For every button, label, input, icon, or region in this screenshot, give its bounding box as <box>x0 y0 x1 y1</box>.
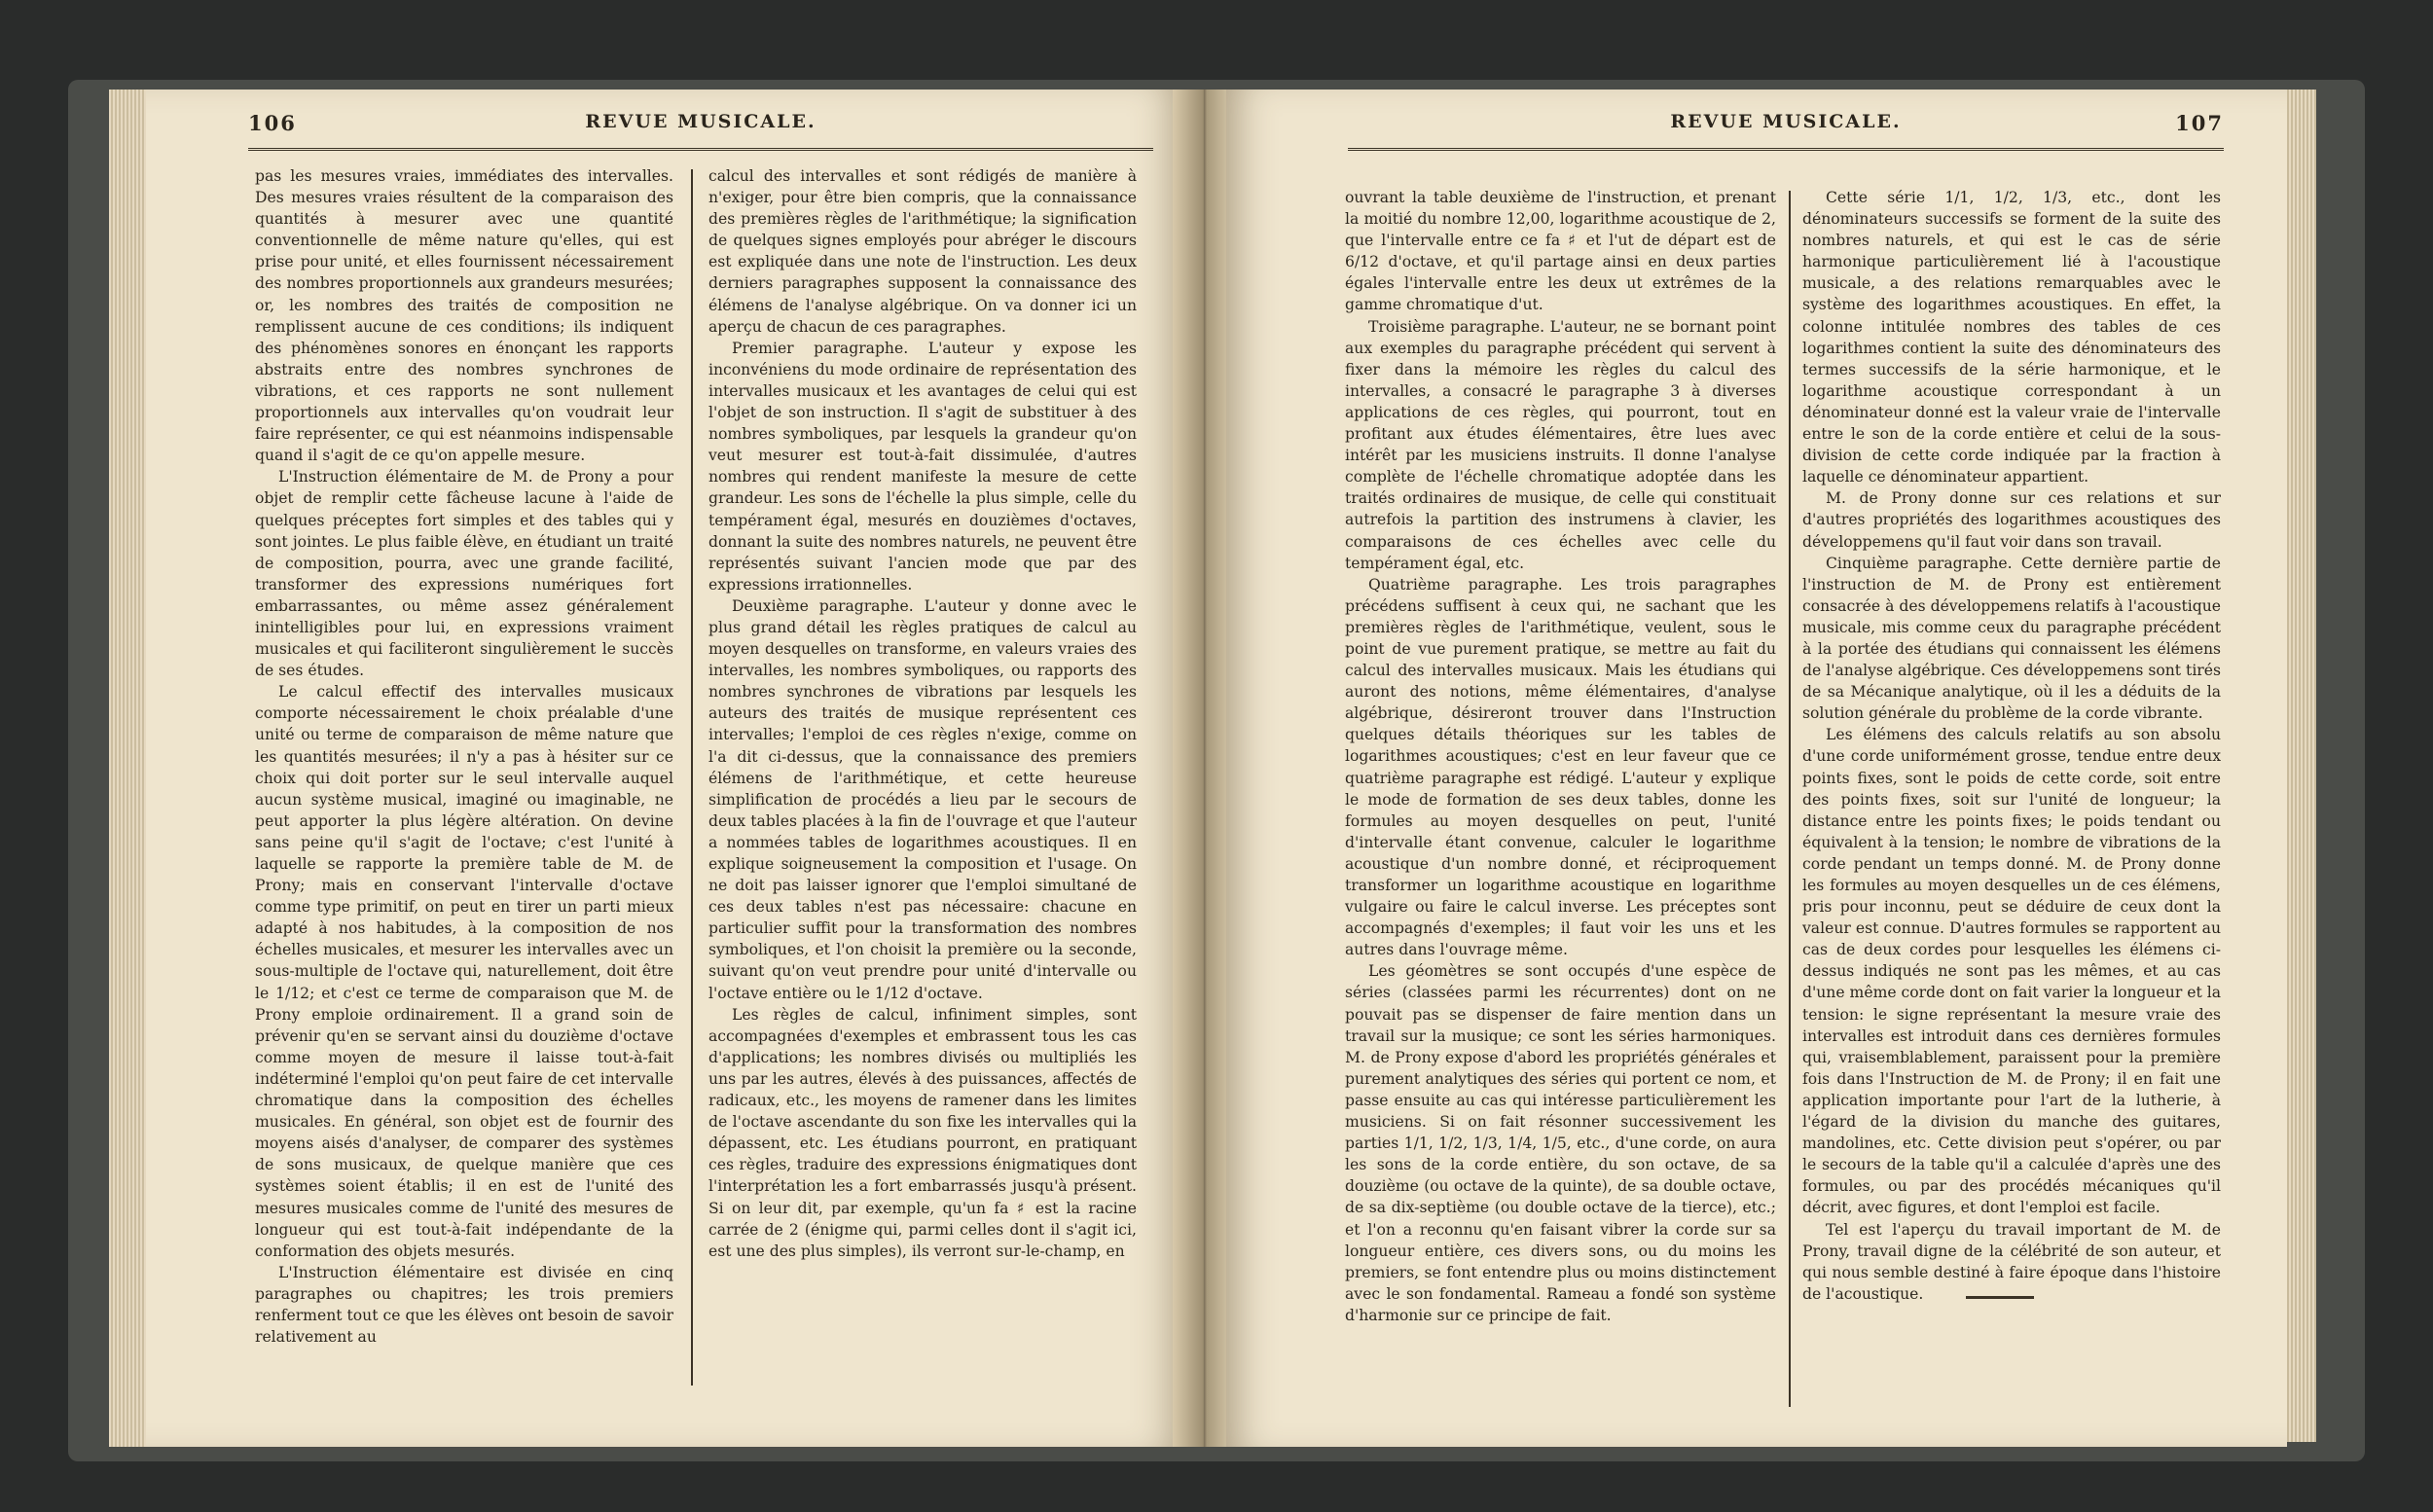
paragraph: ouvrant la table deuxième de l'instruction, et prenant la moitié du nombre 12,00, logarithme acoustique de 2, que l'intervalle entre ce fa ♯ et l'ut de départ est de 6/12 d'octave, et qu'il partage ainsi en deux parties égales l'intervalle entre les deux ut extrêmes de la gamme chromatique d'ut. <box>1345 189 1776 314</box>
paragraph: L'Instruction élémentaire de M. de Prony a pour objet de remplir cette fâcheuse lacune à l'aide de quelques préceptes fort simples et des tables qui y sont jointes. Le plus faible élève, en étudiant un traité de composition, pourra, avec une grande facilité, transformer des expressions numériques fort embarrassantes, ou même assez généralement inintelligibles pour lui, en expressions vraiment musicales et qui faciliteront singulièrement le succès de ses études. <box>255 468 673 680</box>
running-title: REVUE MUSICALE. <box>1670 111 1902 132</box>
left-page <box>146 90 1182 1447</box>
paragraph: Quatrième paragraphe. Les trois paragraphes précédens suffisent à ceux qui, ne sachant que les premières règles de l'arithmétique, veulent, sous le point de vue purement pratique, se mettre au fait du calcul des intervalles musicaux. Mais les étudians qui auront des notions, même élémentaires, d'analyse algébrique, désireront trouver dans l'Instruction quelques détails théoriques sur les tables de logarithmes acoustiques; c'est en leur faveur que ce quatrième paragraphe est rédigé. L'auteur y explique le mode de formation de ses deux tables, donne les formules au moyen desquelles on peut, l'unité d'intervalle étant convenue, calculer le logarithme acoustique d'un nombre donné, et réciproquement transformer un logarithme acoustique en logarithme vulgaire ou faire le calcul inverse. Les préceptes sont accompagnés d'exemples; il faut voir les uns et les autres dans l'ouvrage même. <box>1345 575 1776 959</box>
paragraph: L'Instruction élémentaire est divisée en cinq paragraphes ou chapitres; les trois premiers renferment tout ce que les élèves ont besoin de savoir relativement au <box>255 1263 673 1347</box>
column-rule <box>1789 191 1791 1407</box>
paragraph: pas les mesures vraies, immédiates des intervalles. Des mesures vraies résultent de la comparaison des quantités à mesurer avec une quantité conventionnelle de même nature qu'elles, qui est prise pour unité, et elles fournissent nécessairement des nombres proportionnels aux grandeurs mesurées; or, les nombres des traités de composition ne remplissent aucune de ces conditions; ils indiquent des phénomènes sonores en énonçant les rapports abstraits entre des nombres synchrones de vibrations, et ces rapports ne sont nullement proportionnels aux intervalles qu'on voudrait leur faire représenter, ce qui est néanmoins indispensable quand il s'agit de ce qu'on appelle mesure. <box>255 167 673 465</box>
header-rule <box>1348 148 2224 151</box>
page-number: 107 <box>2175 111 2224 135</box>
page-number: 106 <box>248 111 297 135</box>
column-rule <box>691 169 693 1386</box>
paragraph: M. de Prony donne sur ces relations et sur d'autres propriétés des logarithmes acoustiques des développemens qu'il faut voir dans son travail. <box>1802 489 2221 551</box>
right-page <box>1226 90 2287 1447</box>
paragraph: Les géomètres se sont occupés d'une espèce de séries (classées parmi les récurrentes) dont on ne pouvait pas se dispenser de faire mention dans un travail sur la musique; ce sont les séries harmoniques. M. de Prony expose d'abord les propriétés générales et purement analytiques des séries qui portent ce nom, et passe ensuite au cas qui intéresse particulièrement les musiciens. Si on fait résonner successivement les parties 1/1, 1/2, 1/3, 1/4, 1/5, etc., d'une corde, on aura les sons de la corde entière, du son octave, de sa douzième (ou octave de la quinte), de sa double octave, de sa dix-septième (ou double octave de la tierce), etc.; et l'on a reconnu qu'en faisant vibrer la corde sur sa longueur entière, ces divers sons, ou du moins les premiers, se font entendre plus ou moins distinctement avec le son fondamental. Rameau a fondé son système d'harmonie sur ce principe de fait. <box>1345 962 1776 1324</box>
paragraph: Les élémens des calculs relatifs au son absolu d'une corde uniformément grosse, tendue entre deux points fixes, sont le poids de cette corde, soit entre des points fixes, soit sur l'unité de longueur; la distance entre les points fixes; le poids tendant ou équivalent à la tension; le nombre de vibrations de la corde pendant un temps donné. M. de Prony donne les formules au moyen desquelles un de ces élémens, pris pour inconnu, peut se déduire de ceux dont la valeur est connue. D'autres formules se rapportent au cas de deux cordes pour lesquelles les élémens ci-dessus indiqués ne sont pas les mêmes, et au cas d'une même corde dont on fait varier la longueur et la tension: le signe représentant la mesure vraie des intervalles est introduit dans ces dernières formules qui, vraisemblablement, paraissent pour la première fois dans l'Instruction de M. de Prony; il en fait une application importante pour l'art de la lutherie, à l'égard de la division du manche des guitares, mandolines, etc. Cette division peut s'opérer, ou par le secours de la table qu'il a calculée d'après une des formules, ou par des procédés mécaniques qu'il décrit, avec figures, et dont l'emploi est facile. <box>1802 726 2221 1217</box>
right-page-header <box>1348 111 2224 140</box>
running-title: REVUE MUSICALE. <box>585 111 817 132</box>
paragraph: Troisième paragraphe. L'auteur, ne se bornant point aux exemples du paragraphe précédent qui servent à fixer dans la mémoire les règles du calcul des intervalles, a consacré le paragraphe 3 à diverses applications de ces règles, qui pourront, tout en profitant aux études élémentaires, être lues avec intérêt par les musiciens instruits. Il donne l'analyse complète de l'échelle chromatique adoptée dans les traités ordinaires de musique, de celle qui constituait autrefois la partition des instrumens à clavier, les comparaisons de ces échelles avec celle du tempérament égal, etc. <box>1345 317 1776 572</box>
paragraph: Premier paragraphe. L'auteur y expose les inconvéniens du mode ordinaire de représentation des intervalles musicaux et les avantages de celui qui est l'objet de son instruction. Il s'agit de substituer à des nombres symboliques, par lesquels la grandeur qu'on veut mesurer est tout-à-fait dissimulée, d'autres nombres qui rendent manifeste la mesure de cette grandeur. Les sons de l'échelle la plus simple, celle du tempérament égal, mesurés en douzièmes d'octaves, donnant la suite des nombres naturels, ne peuvent être représentés suivant l'ancien mode que par des expressions irrationnelles. <box>708 339 1137 594</box>
text-column-1 <box>1345 187 1776 1326</box>
paragraph: Le calcul effectif des intervalles musicaux comporte nécessairement le choix préalable d'une unité ou terme de comparaison de même nature que les quantités mesurées; il n'y a pas à hésiter sur ce choix qui doit porter sur le seul intervalle auquel aucun système musical, imaginé ou imaginable, ne peut apporter la plus légère altération. On devine sans peine qu'il s'agit de l'octave; c'est l'unité à laquelle se rapporte la première table de M. de Prony; mais en conservant l'intervalle d'octave comme type primitif, on peut en tirer un parti mieux adapté à nos habitudes, à la composition de nos échelles musicales, et mesurer les intervalles avec un sous-multiple de l'octave qui, naturellement, doit être le 1/12; et c'est ce terme de comparaison que M. de Prony emploie ordinairement. Il a grand soin de prévenir qu'en se servant ainsi du douzième d'octave comme moyen de mesure il laisse tout-à-fait indéterminé l'emploi qu'on peut faire de cet intervalle chromatique dans la composition des échelles musicales. En général, son objet est de fournir des moyens aisés d'analyser, de comparer des systèmes de sons musicaux, de quelque manière que ces systèmes soient établis; il en est de l'unité des mesures musicales comme de l'unité des mesures de longueur qui est tout-à-fait indépendante de la conformation des objets mesurés. <box>255 683 673 1260</box>
paragraph: Deuxième paragraphe. L'auteur y donne avec le plus grand détail les règles pratiques de calcul au moyen desquelles on transforme, en valeurs vraies des intervalles, les nombres symboliques, ou rapports des nombres synchrones de vibrations par lesquels les auteurs des traités de musique représentent ces intervalles; l'emploi de ces règles n'exige, comme on l'a dit ci-dessus, que la connaissance des premiers élémens de l'arithmétique, et cette heureuse simplification de procédés a lieu par le secours de deux tables placées à la fin de l'ouvrage et que l'auteur a nommées tables de logarithmes acoustiques. Il en explique soigneusement la composition et l'usage. On ne doit pas laisser ignorer que l'emploi simultané de ces deux tables n'est pas nécessaire: chacune en particulier suffit pour la transformation des nombres symboliques, et l'on choisit la première ou la seconde, suivant qu'on veut prendre pour unité d'intervalle ou l'octave entière ou le 1/12 d'octave. <box>708 596 1137 1002</box>
left-page-header <box>248 111 1153 140</box>
closing-rule <box>1966 1296 2034 1299</box>
header-rule <box>248 148 1153 151</box>
paragraph: Cinquième paragraphe. Cette dernière partie de l'instruction de M. de Prony est entièrement consacrée à des développemens relatifs à l'acoustique musicale, mis comme ceux du paragraphe précédent à la portée des étudians qui connaissent les élémens de l'analyse algébrique. Ces développemens sont tirés de sa Mécanique analytique, où il les a déduits de la solution générale du problème de la corde vibrante. <box>1802 554 2221 723</box>
paragraph: Tel est l'aperçu du travail important de M. de Prony, travail digne de la célébrité de son auteur, et qui nous semble destiné à faire époque dans l'histoire de l'acoustique. <box>1802 1220 2221 1303</box>
text-column-2 <box>1802 187 2221 1305</box>
text-column-2 <box>708 165 1137 1262</box>
paragraph: calcul des intervalles et sont rédigés de manière à n'exiger, pour être bien compris, que la connaissance des premières règles de l'arithmétique; la signification de quelques signes employés pour abréger le discours est expliquée dans une note de l'instruction. Les deux derniers paragraphes supposent la connaissance des élémens de l'analyse algébrique. On va donner ici un aperçu de chacun de ces paragraphes. <box>708 167 1137 336</box>
paragraph: Les règles de calcul, infiniment simples, sont accompagnées d'exemples et embrassent tous les cas d'applications; les nombres divisés ou multipliés les uns par les autres, élevés à des puissances, affectés de radicaux, etc., les moyens de ramener dans les limites de l'octave ascendante du son fixe les intervalles qui la dépassent, etc. Les étudians pourront, en pratiquant ces règles, traduire des expressions énigmatiques dont l'interprétation les a fort embarrassés jusqu'à présent. Si on leur dit, par exemple, qu'un fa ♯ est la racine carrée de 2 (énigme qui, parmi celles dont il s'agit ici, est une des plus simples), ils verront sur-le-champ, en <box>708 1005 1137 1260</box>
text-column-1 <box>255 165 673 1348</box>
paragraph: Cette série 1/1, 1/2, 1/3, etc., dont les dénominateurs successifs se forment de la suite des nombres naturels, et qui est le cas de série harmonique particulièrement lié à l'acoustique musicale, a des relations remarquables avec le système des logarithmes acoustiques. En effet, la colonne intitulée nombres des tables de ces logarithmes contient la suite des dénominateurs des termes successifs de la série harmonique, et le logarithme acoustique correspondant à un dénominateur donné est la valeur vraie de l'intervalle entre le son de la corde entière et celui de la sous-division de cette corde indiquée par la fraction à laquelle ce dénominateur appartient. <box>1802 189 2221 486</box>
